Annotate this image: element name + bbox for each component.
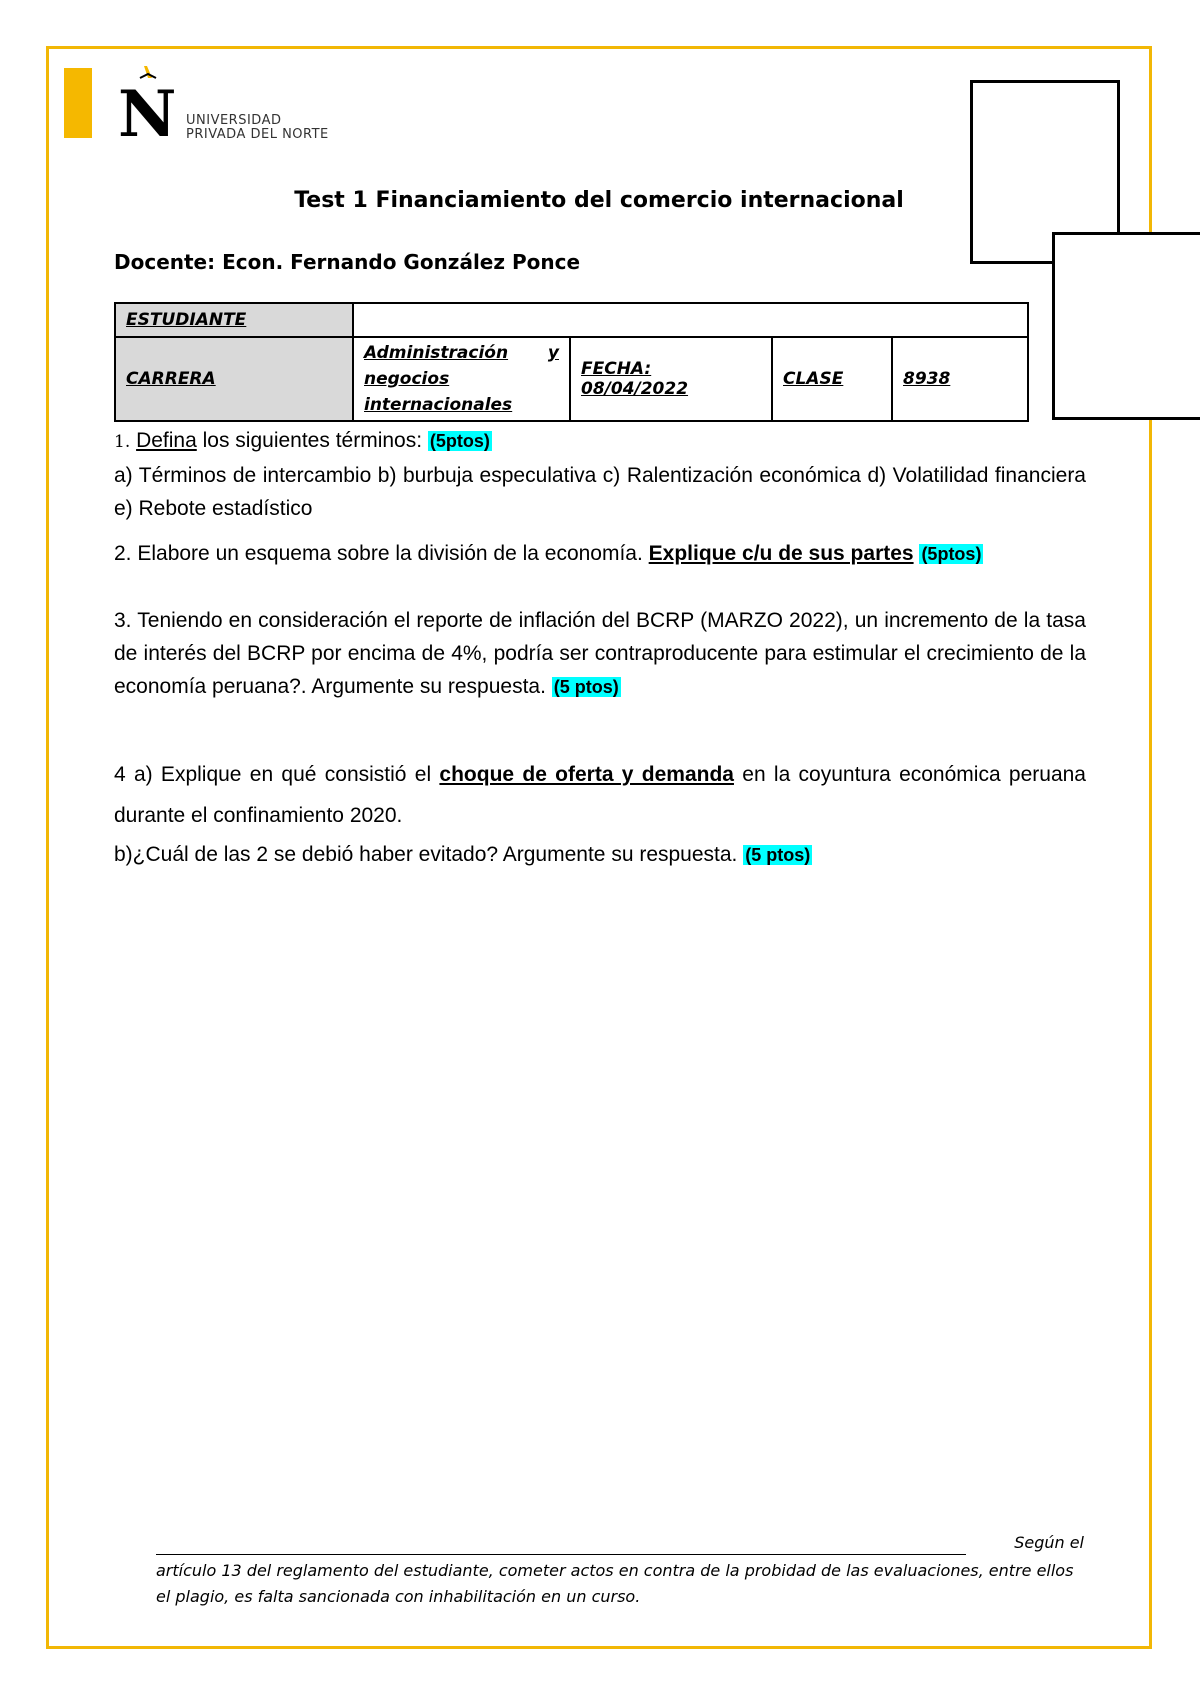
- q3-text: 3. Teniendo en consideración el reporte de inflación del BCRP (MARZO 2022), un incremento de la tasa de interés del BCRP por encima de 4%, podría ser contraproducente para estimular el crecimiento de la economía peruana?. Argumente su respuesta.: [114, 609, 1086, 698]
- footer-note: [156, 1530, 1086, 1610]
- q2-emphasis: Explique c/u de sus partes: [648, 542, 914, 565]
- estudiante-label: ESTUDIANTE: [126, 310, 247, 330]
- svg-text:N: N: [118, 77, 177, 144]
- q2-text: 2. Elabore un esquema sobre la división de la economía.: [114, 542, 649, 565]
- clase-label: CLASE: [783, 369, 844, 389]
- question-4b: [114, 838, 1086, 872]
- q3-points: (5 ptos): [553, 677, 619, 697]
- q1-number: 1.: [114, 432, 131, 452]
- logo-wordmark: [186, 114, 329, 142]
- table-row: [115, 303, 1028, 337]
- clase-value-cell: [892, 337, 1028, 421]
- q4-points: (5 ptos): [745, 845, 811, 865]
- estudiante-value-cell[interactable]: [353, 303, 1028, 337]
- fecha: FECHA: 08/04/2022: [581, 359, 689, 399]
- q4-text-a2: en la coyuntura económica peruana durante el confinamiento 2020.: [114, 763, 1086, 827]
- footer-body: artículo 13 del reglamento del estudiante, cometer actos en contra de la probidad de las evaluaciones, entre ellos el plagio, es falta sancionada con inhabilitación en un curso.: [156, 1561, 1074, 1606]
- estudiante-label-cell: [115, 303, 353, 337]
- q1-text: los siguientes términos:: [196, 429, 428, 452]
- q4-text-a1: 4 a) Explique en qué consistió el: [114, 763, 440, 786]
- logo-line-1: UNIVERSIDAD: [186, 113, 282, 128]
- brand-bar: [64, 68, 92, 138]
- student-info-table: [114, 302, 1029, 422]
- docente-line: Docente: Econ. Fernando González Ponce: [114, 250, 581, 274]
- question-3: [114, 604, 1086, 704]
- question-1: [114, 424, 1086, 525]
- q1-items: a) Términos de intercambio b) burbuja especulativa c) Ralentización económica d) Volatilidad financiera e) Rebote estadístico: [114, 464, 1086, 520]
- carrera-value-1b: y: [547, 343, 559, 363]
- clase-value: 8938: [903, 369, 951, 389]
- q2-points: (5ptos): [921, 544, 982, 564]
- page-title: Test 1 Financiamiento del comercio internacional: [294, 188, 904, 213]
- q4-text-b: b)¿Cuál de las 2 se debió haber evitado? Argumente su respuesta.: [114, 843, 744, 866]
- carrera-value-2: negocios: [364, 369, 450, 389]
- carrera-label: CARRERA: [126, 369, 216, 389]
- side-box: [1052, 232, 1200, 420]
- q1-verb: Defina: [136, 429, 197, 452]
- logo-line-2: PRIVADA DEL NORTE: [186, 127, 329, 142]
- clase-label-cell: [772, 337, 892, 421]
- carrera-value-cell: [353, 337, 570, 421]
- fecha-cell: [570, 337, 772, 421]
- q1-points: (5ptos): [429, 431, 490, 451]
- question-4: [114, 754, 1086, 836]
- question-2: [114, 537, 1086, 571]
- carrera-label-cell: [115, 337, 353, 421]
- university-logo: [118, 64, 378, 144]
- q4-emphasis: choque de oferta y demanda: [439, 763, 734, 786]
- carrera-value-3: internacionales: [364, 395, 513, 415]
- carrera-value-1: Administración: [364, 343, 509, 363]
- upn-logo-mark-icon: [118, 64, 178, 144]
- footer-segun: Según el: [1014, 1533, 1084, 1552]
- table-row: [115, 337, 1028, 421]
